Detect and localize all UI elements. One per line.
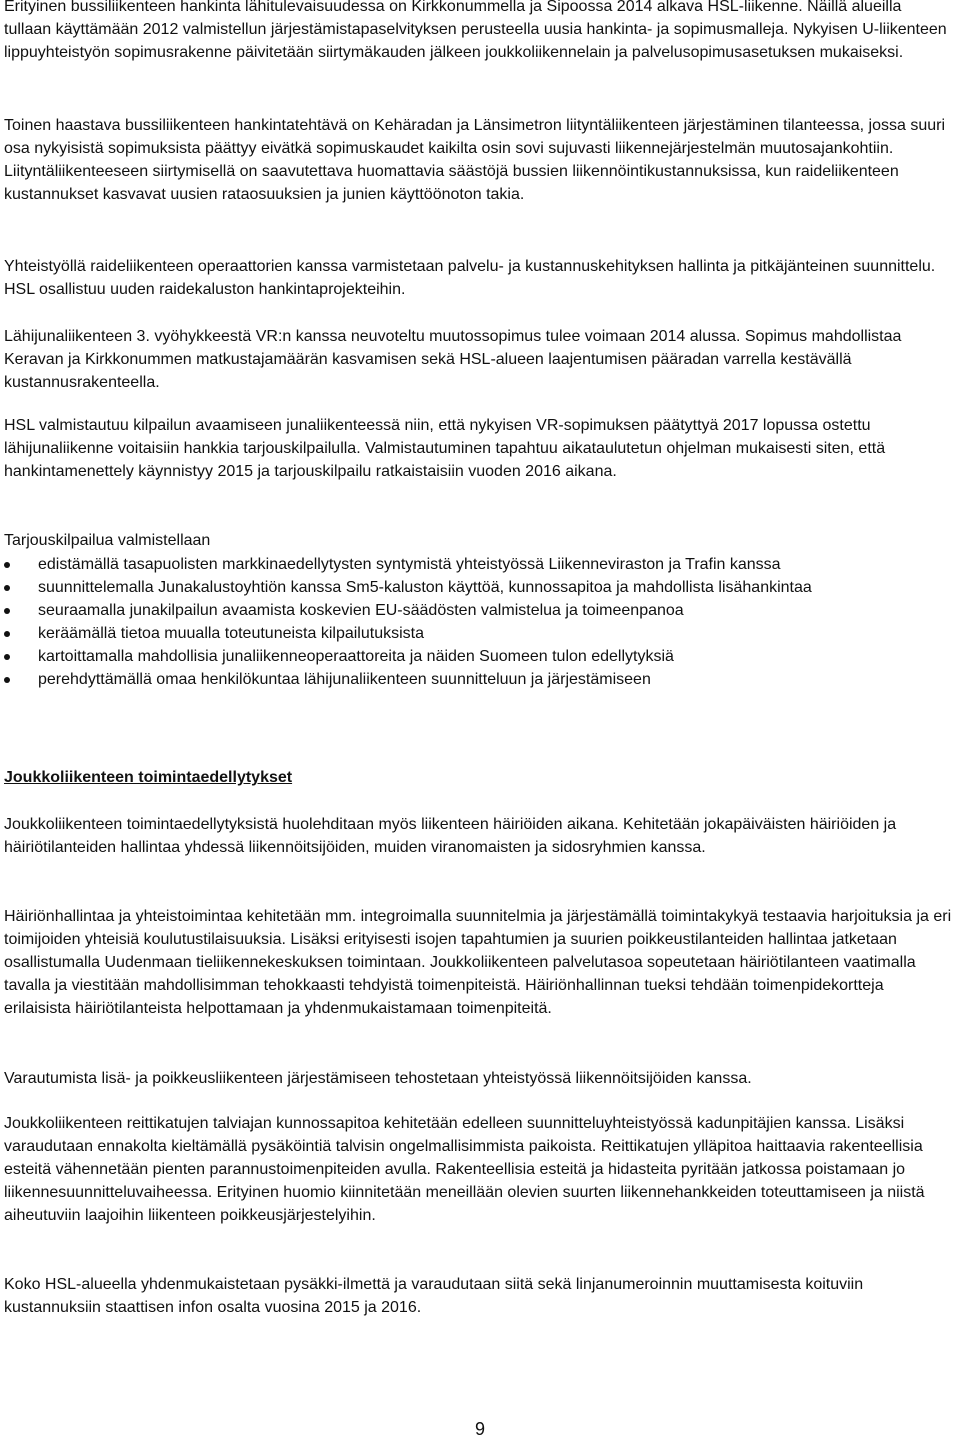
bullet-icon: [4, 654, 10, 660]
bullet-icon: [4, 562, 10, 568]
preparation-bullet-list: [4, 553, 952, 691]
list-item-text: kartoittamalla mahdollisia junaliikenneoperaattoreita ja näiden Suomeen tulon edellytyksiä: [38, 648, 674, 665]
section-heading: Joukkoliikenteen toimintaedellytykset: [4, 769, 293, 786]
paragraph-feeder-traffic: Toinen haastava bussiliikenteen hankintatehtävä on Kehäradan ja Länsimetron liityntäliikenteen järjestäminen tilanteessa, jossa suuri osa nykyisistä sopimuksista päättyy eivätkä sopimuskaudet kaikilta osin sovi sujuvasti liikennejärjestelmän muutosajankohtiin. Liityntäliikenteeseen siirtymisellä on saavutettava huomattavia säästöjä bussien liikennöintikustannuksissa, kun raideliikenteen kustannukset kasvavat uusien rataosuuksien ja junien käyttöönoton takia.: [4, 117, 946, 203]
list-item: [4, 576, 918, 599]
list-item-text: suunnittelemalla Junakalustoyhtiön kanssa Sm5-kaluston käyttöä, kunnossapitoa ja mahdollista lisähankintaa: [38, 579, 812, 596]
list-intro: Tarjouskilpailua valmistellaan: [4, 532, 211, 549]
bullet-icon: [4, 631, 10, 637]
bullet-icon: [4, 677, 10, 683]
paragraph-disruptions: Joukkoliikenteen toimintaedellytyksistä huolehditaan myös liikenteen häiriöiden aikana. Kehitetään jokapäiväisten häiriöiden ja häiriötilanteiden hallintaa yhdessä liikennöitsijöiden, muiden viranomaisten ja sidosryhmien kanssa.: [4, 816, 897, 856]
list-item-text: keräämällä tietoa muualla toteutuneista kilpailutuksista: [38, 625, 424, 642]
paragraph-disruption-management: Häiriönhallintaa ja yhteistoimintaa kehitetään mm. integroimalla suunnitelmia ja järjestämällä toimintakykyä testaavia harjoituksia ja eri toimijoiden yhteisiä koulutustilaisuuksia. Lisäksi erityisesti isojen tapahtumien ja suurien poikkeustilanteiden hallintaa jatketaan osallistumalla Uudenmaan tieliikennekeskuksen toimintaan. Joukkoliikenteen palvelutasoa sopeutetaan häiriötilanteen vaatimalla tavalla ja viestitään mahdollisimman tehokkaasti tehdyistä toimenpiteistä. Häiriönhallinnan tueksi tehdään toimenpidekortteja erilaisista häiriötilanteista helpottamaan ja yhdenmukaistamaan toimenpiteitä.: [4, 908, 952, 1017]
page-number: 9: [474, 1419, 485, 1439]
list-item-text: edistämällä tasapuolisten markkinaedellytysten syntymistä yhteistyössä Liikenneviraston ja Trafin kanssa: [38, 556, 781, 573]
bullet-icon: [4, 585, 10, 591]
paragraph-winter-maintenance: Joukkoliikenteen reittikatujen talviajan kunnossapitoa kehitetään edelleen suunnitteluyhteistyössä kadunpitäjien kanssa. Lisäksi varaudutaan ennakolta kieltämällä pysäköintiä talvisin ongelmallisimmista paikoista. Reittikatujen ylläpitoa haittaavia rakenteellisia esteitä vähennetään pienten parannustoimenpiteiden avulla. Rakenteellisia esteitä ja hidasteita pyritään jatkossa poistamaan jo liikennesuunnitteluvaiheessa. Erityinen huomio kiinnitetään meneillään olevien suurten liikennehankkeiden toteuttamiseen ja niistä aiheutuviin laajoihin liikenteen poikkeusjärjestelyihin.: [4, 1115, 925, 1224]
list-item: [4, 599, 918, 622]
list-item-text: seuraamalla junakilpailun avaamista koskevien EU-säädösten valmistelua ja toimeenpanoa: [38, 602, 684, 619]
paragraph-extra-traffic: Varautumista lisä- ja poikkeusliikenteen järjestämiseen tehostetaan yhteistyössä liikennöitsijöiden kanssa.: [4, 1070, 752, 1087]
paragraph-commuter-zone3: Lähijunaliikenteen 3. vyöhykkeestä VR:n kanssa neuvoteltu muutossopimus tulee voimaan 2014 alussa. Sopimus mahdollistaa Keravan ja Kirkkonummen matkustajamäärän kasvamisen sekä HSL-alueen laajentumisen pääradan varrella kestävällä kustannusrakenteella.: [4, 328, 902, 391]
bullet-icon: [4, 608, 10, 614]
list-item: [4, 645, 918, 668]
list-item: [4, 553, 918, 576]
paragraph-stop-identity: Koko HSL-alueella yhdenmukaistetaan pysäkki-ilmettä ja varaudutaan siitä sekä linjanumeroinnin muuttamisesta koituviin kustannuksiin staattisen infon osalta vuosina 2015 ja 2016.: [4, 1276, 864, 1316]
list-item-text: perehdyttämällä omaa henkilökuntaa lähijunaliikenteen suunnitteluun ja järjestämiseen: [38, 671, 651, 688]
paragraph-rail-operators: Yhteistyöllä raideliikenteen operaattorien kanssa varmistetaan palvelu- ja kustannuskehityksen hallinta ja pitkäjänteinen suunnittelu. HSL osallistuu uuden raidekaluston hankintaprojekteihin.: [4, 258, 936, 298]
list-item: [4, 622, 918, 645]
paragraph-bus-procurement: Erityinen bussiliikenteen hankinta lähitulevaisuudessa on Kirkkonummella ja Sipoossa 2014 alkava HSL-liikenne. Näillä alueilla tullaan käyttämään 2012 valmistellun järjestämistapaselvityksen perusteella uusia hankinta- ja sopimusmalleja. Nykyisen U-liikenteen lippuyhteistyön sopimusrakenne päivitetään siirtymäkauden jälkeen joukkoliikennelain ja palvelusopimusasetuksen mukaiseksi.: [4, 0, 947, 61]
paragraph-rail-competition: HSL valmistautuu kilpailun avaamiseen junaliikenteessä niin, että nykyisen VR-sopimuksen päätyttyä 2017 lopussa ostettu lähijunaliikenne voitaisiin hankkia tarjouskilpailulla. Valmistautuminen tapahtuu aikataulutetun ohjelman mukaisesti siten, että hankintamenettely käynnistyy 2015 ja tarjouskilpailu ratkaistaisiin vuoden 2016 aikana.: [4, 417, 886, 480]
list-item: [4, 668, 918, 691]
